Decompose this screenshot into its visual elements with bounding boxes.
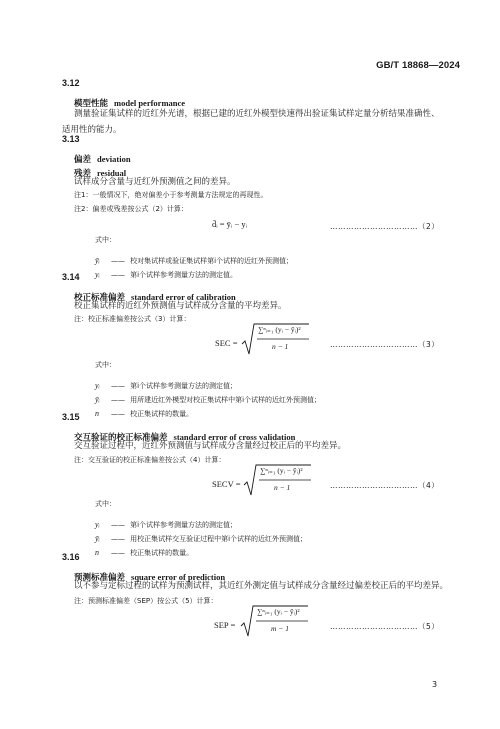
term-cn: 交互验证的校正标准偏差: [74, 433, 168, 443]
variable-desc: 校正集试样的数量。: [130, 549, 194, 557]
variable-dash: ——: [111, 271, 125, 279]
leader-dots: ……………………………: [330, 222, 418, 231]
term-cn: 预测标准偏差: [74, 573, 126, 583]
note-line: 注：校正标准偏差按公式（3）计算：: [74, 315, 191, 323]
definition-line: 交互验证过程中，近红外预测值与试样成分含量经过校正后的平均差异。: [74, 441, 347, 451]
section-number: 3.15: [62, 412, 80, 422]
formula-numerator: ∑ⁿᵢ₌₁ (yᵢ − ȳᵢ)²: [257, 607, 300, 616]
equation-number-row: [330, 221, 439, 232]
variable-desc: 用校正集试样交互验证过程中第i个试样的近红外预测值；: [130, 535, 308, 543]
variable-dash: ——: [111, 549, 125, 557]
variable-desc: 第i个试样参考测量方法的测定值；: [130, 382, 238, 390]
equation-number-row: [330, 621, 439, 632]
variable-desc: 校对集试样或验证集试样第i个试样的近红外预测值；: [130, 257, 294, 265]
term-cn: 偏差: [74, 155, 92, 165]
section-number: 3.14: [62, 272, 80, 282]
definition-line: 适用性的能力。: [62, 125, 122, 135]
standard-number: GB/T 18868—2024: [376, 60, 460, 71]
section-number: 3.16: [62, 552, 80, 562]
term-cn: 残差: [74, 169, 92, 179]
term-en: standard error of calibration: [131, 292, 236, 302]
definition-line: 以不参与定标过程的试样为预测试样，其近红外测定值与试样成分含量经过偏差校正后的平均差异。: [74, 581, 449, 591]
note-line: 注2：偏差或残差按公式（2）计算：: [74, 205, 188, 213]
term-cn: 校正标准偏差: [74, 293, 126, 303]
variable-dash: ——: [111, 396, 125, 404]
where-label: 式中：: [95, 500, 116, 508]
variable-symbol: ȳᵢ: [95, 534, 100, 543]
formula-2: d̄ᵢ = ȳᵢ − yᵢ: [212, 219, 248, 229]
formula-numerator: ∑ⁿᵢ₌₁ (yᵢ − ȳᵢ)²: [258, 325, 301, 334]
formula-denominator: n − 1: [272, 342, 289, 351]
variable-desc: 第i个试样参考测量方法的测定值。: [130, 271, 238, 279]
note-line: 注：预测标准偏差（SEP）按公式（5）计算：: [74, 597, 218, 605]
formula-numerator: ∑ⁿᵢ₌₁ (yᵢ − ȳᵢ)²: [260, 466, 303, 475]
formula-lhs: SEC =: [215, 338, 238, 348]
leader-dots: ……………………………: [330, 481, 418, 490]
equation-number: （5）: [418, 622, 440, 631]
term-en: standard error of cross validation: [173, 432, 296, 442]
variable-symbol: ȳᵢ: [95, 256, 100, 265]
formula-denominator: m − 1: [271, 624, 289, 633]
definition-line: 校正集试样的近红外预测值与试样成分含量的平均差异。: [74, 301, 287, 311]
variable-row: [95, 540, 193, 559]
definition-line: 试样成分含量与近红外预测值之间的差异。: [74, 177, 236, 187]
variable-row: [95, 401, 193, 420]
variable-desc: 校正集试样的数量。: [130, 410, 194, 418]
term-en: residual: [97, 168, 127, 178]
note-line: 注：交互验证的校正标准偏差按公式（4）计算：: [74, 456, 226, 464]
section-number: 3.13: [62, 134, 80, 144]
leader-dots: ……………………………: [330, 340, 418, 349]
note-line: 注1：一般情况下，绝对偏差小于参考测量方法规定的再现性。: [74, 191, 268, 199]
where-label: 式中：: [95, 236, 116, 244]
equation-number: （4）: [418, 481, 440, 490]
leader-dots: ……………………………: [330, 622, 418, 631]
variable-symbol: yᵢ: [95, 520, 100, 529]
equation-number-row: [330, 480, 439, 491]
definition-line: 测量验证集试样的近红外光谱，根据已建的近红外模型快速得出验证集试样定量分析结果准确性、: [74, 109, 440, 119]
variable-dash: ——: [111, 410, 125, 418]
formula-lhs: SEP =: [214, 620, 236, 630]
equation-number-row: [330, 339, 439, 350]
variable-dash: ——: [111, 257, 125, 265]
term-cn: 模型性能: [74, 99, 109, 109]
variable-symbol: n: [95, 548, 99, 557]
term-en: model performance: [114, 98, 186, 108]
formula-lhs: SECV =: [212, 479, 241, 489]
variable-desc: 用所建近红外模型对校正集试样中第i个试样的近红外预测值；: [130, 396, 322, 404]
page-number: 3: [432, 680, 438, 689]
variable-desc: 第i个试样参考测量方法的测定值；: [130, 521, 238, 529]
variable-dash: ——: [111, 521, 125, 529]
variable-symbol: ȳᵢ: [95, 395, 100, 404]
variable-symbol: yᵢ: [95, 381, 100, 390]
variable-dash: ——: [111, 535, 125, 543]
variable-row: [95, 262, 237, 281]
term-en: deviation: [97, 154, 131, 164]
variable-dash: ——: [111, 382, 125, 390]
variable-symbol: n: [95, 409, 99, 418]
formula-denominator: n − 1: [274, 483, 291, 492]
where-label: 式中：: [95, 361, 116, 369]
section-number: 3.12: [62, 78, 80, 88]
variable-symbol: yᵢ: [95, 270, 100, 279]
equation-number: （3）: [418, 340, 440, 349]
term-en: square error of prediction: [131, 572, 226, 582]
equation-number: （2）: [418, 222, 440, 231]
